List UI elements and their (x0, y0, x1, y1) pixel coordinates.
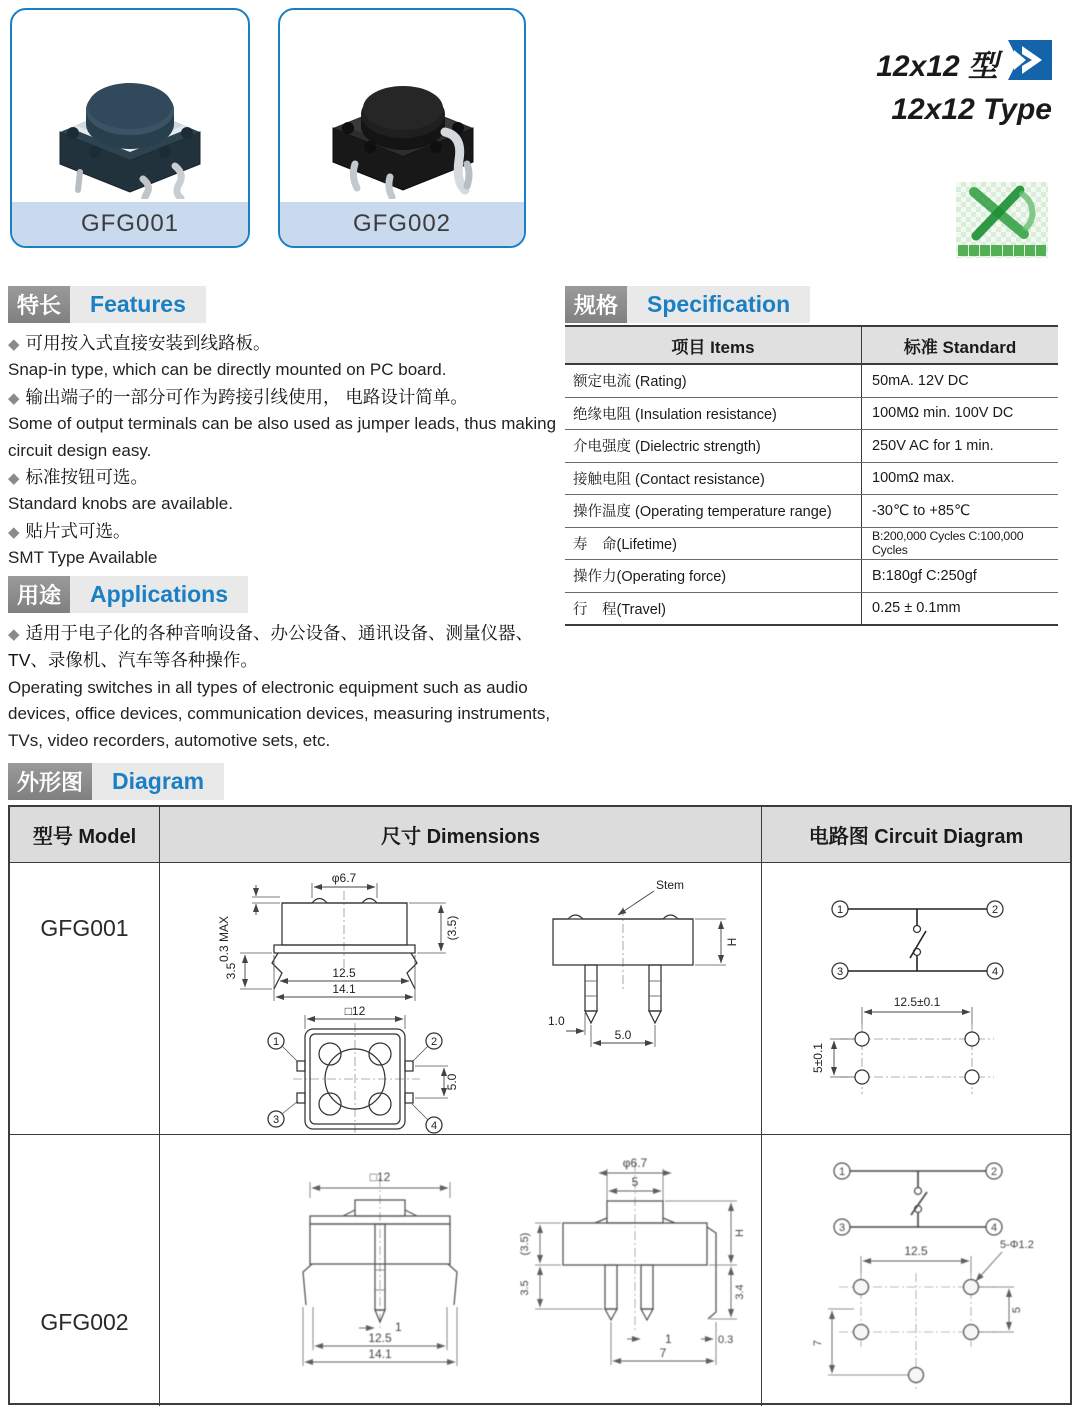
spec-row: 寿 命(Lifetime) B:200,000 Cycles C:100,000 Cycles (565, 528, 1058, 561)
gfg001-circuit-diagram (800, 879, 1035, 1119)
section-header-specification (565, 286, 810, 323)
svg-text:3: 3 (272, 1114, 280, 1126)
svg-text:3: 3 (838, 1222, 846, 1234)
svg-text:4: 4 (990, 1222, 998, 1234)
model-label: GFG002 (40, 1309, 129, 1335)
gfg002-circuit-cell (762, 1135, 1070, 1406)
series-title-en: 12x12 Type (891, 93, 1052, 126)
svg-text:7: 7 (659, 1346, 667, 1360)
svg-text:(3.5): (3.5) (519, 1232, 531, 1256)
svg-text:1.0: 1.0 (548, 1014, 565, 1028)
feature-item-en: Standard knobs are available. (8, 494, 233, 514)
spec-row: 额定电流 (Rating) 50mA. 12V DC (565, 365, 1058, 398)
svg-text:□12: □12 (369, 1170, 391, 1184)
diamond-bullet-icon: ◆ (8, 626, 20, 643)
feature-item-cn: ◆ 可用按入式直接安装到线路板。 (8, 333, 271, 353)
diamond-bullet-icon: ◆ (8, 523, 20, 541)
section-title-cn: 外形图 (8, 763, 92, 800)
svg-text:□12: □12 (344, 1005, 366, 1018)
svg-text:Stem: Stem (656, 878, 685, 892)
svg-text:1: 1 (836, 904, 844, 916)
diagram-row-gfg002 (10, 1135, 1070, 1406)
section-title-cn: 用途 (8, 576, 70, 613)
svg-text:0.3 MAX: 0.3 MAX (217, 915, 231, 963)
model-label: GFG001 (40, 915, 129, 941)
svg-text:5±0.1: 5±0.1 (811, 1043, 825, 1073)
diagram-row-gfg001 (10, 863, 1070, 1135)
section-title-cn: 规格 (565, 286, 627, 323)
feature-item-cn: ◆ 输出端子的一部分可作为跨接引线使用， 电路设计简单。 (8, 386, 468, 407)
section-header-applications (8, 576, 248, 613)
gfg002-dimensions-cell (160, 1135, 762, 1406)
section-title-cn: 特长 (8, 286, 70, 323)
section-title-en: Applications (90, 581, 229, 607)
svg-text:4: 4 (991, 966, 999, 978)
svg-text:2: 2 (990, 1166, 998, 1178)
svg-text:5.0: 5.0 (445, 1073, 459, 1091)
svg-text:0.3: 0.3 (718, 1334, 734, 1346)
specification-table (565, 325, 1058, 626)
svg-text:1: 1 (838, 1166, 846, 1178)
svg-text:2: 2 (991, 904, 999, 916)
svg-text:1: 1 (272, 1036, 280, 1048)
feature-item-cn: ◆ 标准按钮可选。 (8, 467, 149, 488)
diagram-table-header (10, 807, 1070, 863)
spec-row: 操作力(Operating force) B:180gf C:250gf (565, 560, 1058, 593)
spec-header-items: 项目 Items (565, 327, 862, 363)
svg-text:φ6.7: φ6.7 (622, 1157, 648, 1170)
section-header-features (8, 286, 206, 323)
svg-text:3: 3 (836, 966, 844, 978)
svg-text:(3.5): (3.5) (445, 915, 459, 941)
section-title-en: Specification (647, 291, 791, 317)
applications-text (8, 620, 553, 754)
svg-text:H: H (734, 1229, 746, 1237)
applications-en: Operating switches in all types of electronic equipment such as audio devices, office devices, communication devices, measuring instruments, TVs, video recorders, automotive sets, etc. (8, 677, 551, 750)
gfg002-side-view-drawing (515, 1157, 760, 1379)
product-label: GFG001 (12, 202, 248, 246)
series-title (876, 40, 1052, 127)
spec-row: 介电强度 (Dielectric strength) 250V AC for 1 min. (565, 430, 1058, 463)
spec-row: 操作温度 (Operating temperature range) -30℃ to +85℃ (565, 495, 1058, 528)
spec-row: 接触电阻 (Contact resistance) 100mΩ max. (565, 463, 1058, 496)
product-card-gfg002 (278, 8, 526, 248)
svg-text:7: 7 (812, 1339, 824, 1347)
section-title-en: Features (90, 291, 186, 317)
svg-text:2: 2 (430, 1036, 438, 1048)
svg-text:14.1: 14.1 (368, 1347, 392, 1361)
product-label: GFG002 (280, 202, 524, 246)
diagram-header-model: 型号 Model (10, 807, 160, 862)
diagram-header-dimensions: 尺寸 Dimensions (160, 807, 762, 862)
feature-item-en: Some of output terminals can be also used as jumper leads, thus making circuit design easy. (8, 414, 557, 460)
svg-text:3.5: 3.5 (519, 1280, 531, 1296)
svg-text:3.5: 3.5 (224, 962, 238, 980)
svg-text:12.5±0.1: 12.5±0.1 (893, 995, 941, 1009)
feature-item-en: SMT Type Available (8, 548, 158, 568)
spec-row: 绝缘电阻 (Insulation resistance) 100MΩ min. 100V DC (565, 398, 1058, 431)
svg-text:12.5: 12.5 (368, 1331, 392, 1345)
gfg002-circuit-diagram (804, 1147, 1049, 1397)
gfg001-side-view-drawing (508, 873, 743, 1051)
svg-text:12.5: 12.5 (332, 966, 356, 980)
spec-table-header (565, 327, 1058, 365)
series-title-cn: 12x12 型 (876, 49, 998, 83)
spec-header-standard: 标准 Standard (903, 337, 1017, 357)
svg-text:5: 5 (1011, 1306, 1023, 1314)
feature-item-en: Snap-in type, which can be directly mounted on PC board. (8, 360, 447, 380)
section-header-diagram (8, 763, 224, 800)
diamond-bullet-icon: ◆ (8, 470, 20, 488)
diamond-bullet-icon: ◆ (8, 389, 20, 407)
gfg001-dimensions-cell (160, 863, 762, 1134)
svg-text:φ6.7: φ6.7 (331, 871, 357, 885)
product-card-gfg001 (10, 8, 250, 248)
svg-text:H: H (725, 937, 739, 947)
gfg002-front-view-drawing (255, 1170, 510, 1370)
features-list (8, 330, 560, 572)
svg-text:12.5: 12.5 (904, 1244, 928, 1258)
svg-text:4: 4 (430, 1120, 438, 1132)
svg-text:5-Φ1.2: 5-Φ1.2 (1000, 1239, 1034, 1251)
svg-text:14.1: 14.1 (332, 982, 356, 996)
arrow-icon (1008, 40, 1052, 85)
green-logo (956, 182, 1048, 258)
green-logo-caption (956, 245, 1048, 258)
product-photo-gfg002 (280, 10, 524, 202)
section-title-en: Diagram (112, 768, 205, 794)
svg-text:5.0: 5.0 (614, 1028, 632, 1042)
gfg001-front-view-drawing (212, 867, 480, 1007)
spec-row: 行 程(Travel) 0.25 ± 0.1mm (565, 593, 1058, 625)
diamond-bullet-icon: ◆ (8, 336, 20, 353)
gfg001-top-view-drawing (248, 1005, 468, 1135)
diagram-header-circuit: 电路图 Circuit Diagram (808, 826, 1024, 848)
gfg001-circuit-cell (762, 863, 1070, 1134)
svg-text:3.4: 3.4 (734, 1284, 746, 1300)
svg-text:1: 1 (665, 1332, 672, 1346)
svg-text:5: 5 (631, 1175, 639, 1189)
diagram-table (8, 805, 1072, 1405)
applications-cn: ◆ 适用于电子化的各种音响设备、办公设备、通讯设备、测量仪器、TV、录像机、汽车等各种操作。 (8, 623, 534, 671)
product-photo-gfg001 (12, 10, 248, 202)
feature-item-cn: ◆ 贴片式可选。 (8, 520, 131, 541)
svg-text:1: 1 (395, 1320, 402, 1334)
